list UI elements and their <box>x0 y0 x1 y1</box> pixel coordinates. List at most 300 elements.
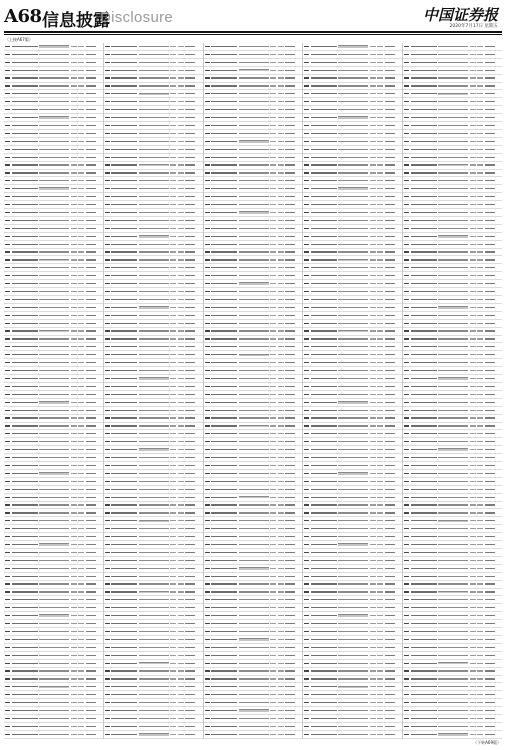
table-cell <box>404 354 409 355</box>
table-cell <box>411 188 437 189</box>
table-cell <box>278 583 284 584</box>
table-cell <box>86 449 96 450</box>
table-cell <box>477 251 483 252</box>
table-cell <box>78 639 84 640</box>
table-cell <box>178 236 184 237</box>
table-cell <box>211 568 237 569</box>
table-row <box>104 628 203 636</box>
table-cell <box>78 346 84 347</box>
table-cell <box>170 639 176 640</box>
table-cell <box>370 639 376 640</box>
table-cell <box>338 133 368 134</box>
table-cell <box>86 267 96 268</box>
table-cell <box>470 212 476 213</box>
table-row <box>403 304 502 312</box>
table-cell <box>338 251 368 252</box>
table-cell <box>338 512 368 513</box>
table-cell <box>438 655 468 656</box>
table-cell <box>178 141 184 142</box>
table-cell <box>239 457 269 458</box>
table-cell <box>477 425 483 426</box>
table-cell <box>404 473 409 474</box>
table-cell <box>139 267 169 268</box>
table-cell <box>170 93 176 94</box>
table-cell <box>477 552 483 553</box>
table-row <box>403 486 502 494</box>
table-cell <box>278 710 284 711</box>
table-cell <box>71 425 77 426</box>
table-cell <box>39 401 69 404</box>
table-cell <box>211 425 237 426</box>
table-cell <box>304 133 309 134</box>
table-cell <box>239 441 269 442</box>
table-cell <box>485 275 495 276</box>
table-row <box>303 407 402 415</box>
table-cell <box>411 568 437 569</box>
table-cell <box>12 101 38 102</box>
table-row <box>4 549 103 557</box>
table-row <box>204 549 303 557</box>
table-cell <box>39 354 69 355</box>
table-cell <box>477 410 483 411</box>
table-cell <box>111 180 137 181</box>
table-cell <box>139 662 169 665</box>
table-cell <box>39 425 69 426</box>
table-cell <box>39 702 69 703</box>
table-cell <box>470 346 476 347</box>
table-cell <box>139 172 169 173</box>
table-cell <box>211 109 237 110</box>
table-cell <box>377 710 383 711</box>
table-cell <box>304 433 309 434</box>
table-cell <box>278 267 284 268</box>
table-cell <box>86 70 96 71</box>
table-cell <box>185 157 195 158</box>
table-cell <box>205 568 210 569</box>
table-cell <box>71 117 77 118</box>
table-cell <box>404 489 409 490</box>
table-cell <box>239 54 269 55</box>
table-cell <box>71 528 77 529</box>
table-cell <box>338 614 368 617</box>
table-cell <box>470 465 476 466</box>
table-cell <box>178 307 184 308</box>
table-cell <box>178 259 184 260</box>
table-cell <box>485 125 495 126</box>
table-cell <box>5 607 10 608</box>
table-cell <box>377 323 383 324</box>
table-cell <box>385 180 395 181</box>
table-cell <box>239 591 269 592</box>
table-cell <box>12 520 38 521</box>
table-row <box>4 162 103 170</box>
table-cell <box>211 726 237 727</box>
table-cell <box>485 528 495 529</box>
table-cell <box>185 93 195 94</box>
table-cell <box>270 362 276 363</box>
table-cell <box>105 631 110 632</box>
table-cell <box>338 93 368 94</box>
table-cell <box>370 220 376 221</box>
table-cell <box>370 362 376 363</box>
table-cell <box>239 504 269 505</box>
table-cell <box>377 481 383 482</box>
table-cell <box>278 196 284 197</box>
table-cell <box>485 726 495 727</box>
table-cell <box>278 552 284 553</box>
table-rows <box>403 43 502 739</box>
table-cell <box>370 62 376 63</box>
table-cell <box>285 109 295 110</box>
table-cell <box>385 370 395 371</box>
table-row <box>204 415 303 423</box>
table-cell <box>211 346 237 347</box>
table-cell <box>71 394 77 395</box>
table-cell <box>105 330 110 331</box>
table-cell <box>377 236 383 237</box>
table-cell <box>338 299 368 300</box>
table-cell <box>5 70 10 71</box>
table-cell <box>285 726 295 727</box>
table-cell <box>139 117 169 118</box>
table-cell <box>178 267 184 268</box>
table-cell <box>438 244 468 245</box>
table-cell <box>239 734 269 735</box>
table-cell <box>311 259 337 260</box>
table-cell <box>404 710 409 711</box>
table-cell <box>338 631 368 632</box>
table-cell <box>278 338 284 339</box>
table-cell <box>411 149 437 150</box>
table-row <box>303 193 402 201</box>
table-cell <box>311 568 337 569</box>
table-cell <box>111 323 137 324</box>
table-cell <box>377 346 383 347</box>
table-cell <box>477 70 483 71</box>
table-cell <box>178 354 184 355</box>
table-cell <box>377 204 383 205</box>
table-cell <box>170 330 176 331</box>
table-cell <box>377 607 383 608</box>
table-row <box>303 399 402 407</box>
table-cell <box>411 362 437 363</box>
table-cell <box>377 528 383 529</box>
table-cell <box>270 473 276 474</box>
table-cell <box>485 417 495 418</box>
table-cell <box>86 370 96 371</box>
table-cell <box>39 275 69 276</box>
table-cell <box>205 710 210 711</box>
table-cell <box>470 204 476 205</box>
table-cell <box>438 377 468 380</box>
table-cell <box>178 109 184 110</box>
table-cell <box>185 441 195 442</box>
table-cell <box>239 425 269 428</box>
table-cell <box>178 228 184 229</box>
table-cell <box>185 536 195 537</box>
table-cell <box>139 235 169 238</box>
table-cell <box>411 77 437 78</box>
table-cell <box>185 710 195 711</box>
table-cell <box>5 299 10 300</box>
table-cell <box>78 568 84 569</box>
table-row <box>4 399 103 407</box>
table-row <box>104 146 203 154</box>
table-cell <box>178 172 184 173</box>
table-cell <box>411 204 437 205</box>
table-cell <box>78 536 84 537</box>
table-cell <box>39 101 69 102</box>
table-cell <box>185 489 195 490</box>
table-cell <box>39 244 69 245</box>
table-cell <box>404 583 409 584</box>
table-cell <box>12 157 38 158</box>
table-cell <box>438 164 468 167</box>
table-cell <box>205 528 210 529</box>
table-cell <box>477 678 483 679</box>
table-cell <box>338 338 368 339</box>
table-cell <box>139 109 169 110</box>
table-cell <box>170 734 176 735</box>
table-row <box>104 114 203 122</box>
table-cell <box>377 686 383 687</box>
table-cell <box>411 172 437 173</box>
table-cell <box>5 354 10 355</box>
table-cell <box>278 291 284 292</box>
table-cell <box>5 694 10 695</box>
table-cell <box>485 520 495 521</box>
table-cell <box>411 631 437 632</box>
table-row <box>104 225 203 233</box>
table-cell <box>304 417 309 418</box>
table-cell <box>278 299 284 300</box>
table-cell <box>170 394 176 395</box>
table-row <box>303 343 402 351</box>
table-cell <box>86 244 96 245</box>
table-cell <box>211 520 237 521</box>
table-cell <box>285 149 295 150</box>
table-cell <box>185 267 195 268</box>
table-cell <box>139 686 169 687</box>
table-cell <box>477 576 483 577</box>
table-cell <box>270 330 276 331</box>
table-cell <box>278 631 284 632</box>
table-cell <box>285 164 295 165</box>
table-cell <box>477 228 483 229</box>
table-cell <box>470 647 476 648</box>
table-cell <box>411 560 437 561</box>
table-cell <box>477 188 483 189</box>
table-cell <box>239 77 269 78</box>
table-cell <box>485 694 495 695</box>
table-cell <box>12 133 38 134</box>
table-cell <box>71 410 77 411</box>
table-cell <box>111 489 137 490</box>
table-row <box>4 723 103 731</box>
table-cell <box>5 275 10 276</box>
table-cell <box>370 354 376 355</box>
table-cell <box>205 338 210 339</box>
table-cell <box>170 607 176 608</box>
table-cell <box>385 457 395 458</box>
table-cell <box>270 157 276 158</box>
table-cell <box>304 663 309 664</box>
table-cell <box>178 251 184 252</box>
table-cell <box>285 299 295 300</box>
table-cell <box>370 101 376 102</box>
table-cell <box>211 623 237 624</box>
table-cell <box>385 718 395 719</box>
table-row <box>104 264 203 272</box>
table-cell <box>311 394 337 395</box>
table-cell <box>370 323 376 324</box>
table-row <box>104 288 203 296</box>
table-row <box>204 565 303 573</box>
table-cell <box>71 639 77 640</box>
table-cell <box>338 77 368 78</box>
table-cell <box>304 228 309 229</box>
table-cell <box>338 307 368 308</box>
table-cell <box>311 528 337 529</box>
table-cell <box>385 615 395 616</box>
table-cell <box>470 307 476 308</box>
table-cell <box>211 433 237 434</box>
table-cell <box>377 497 383 498</box>
table-cell <box>71 591 77 592</box>
table-cell <box>270 117 276 118</box>
table-cell <box>105 449 110 450</box>
table-cell <box>111 686 137 687</box>
table-cell <box>211 101 237 102</box>
table-cell <box>477 591 483 592</box>
table-cell <box>470 544 476 545</box>
table-row <box>4 391 103 399</box>
table-cell <box>178 196 184 197</box>
table-cell <box>139 520 169 523</box>
table-cell <box>12 615 38 616</box>
table-cell <box>385 599 395 600</box>
table-cell <box>78 164 84 165</box>
table-cell <box>470 504 476 505</box>
table-row <box>104 272 203 280</box>
table-cell <box>411 425 437 426</box>
table-cell <box>12 639 38 640</box>
table-cell <box>278 528 284 529</box>
table-cell <box>139 497 169 498</box>
table-cell <box>304 46 309 47</box>
table-cell <box>239 101 269 102</box>
table-cell <box>470 520 476 521</box>
table-cell <box>211 267 237 268</box>
table-cell <box>438 196 468 197</box>
table-cell <box>5 576 10 577</box>
table-cell <box>404 457 409 458</box>
table-cell <box>477 449 483 450</box>
table-cell <box>404 425 409 426</box>
table-cell <box>178 670 184 671</box>
table-row <box>4 67 103 75</box>
table-cell <box>178 402 184 403</box>
table-cell <box>105 338 110 339</box>
table-row <box>204 177 303 185</box>
table-cell <box>139 244 169 245</box>
table-cell <box>12 710 38 711</box>
table-cell <box>477 244 483 245</box>
table-cell <box>170 583 176 584</box>
table-cell <box>411 228 437 229</box>
table-cell <box>105 362 110 363</box>
table-cell <box>370 267 376 268</box>
table-cell <box>370 172 376 173</box>
table-cell <box>211 512 237 513</box>
table-cell <box>278 734 284 735</box>
table-cell <box>111 362 137 363</box>
table-cell <box>78 378 84 379</box>
table-cell <box>170 315 176 316</box>
table-cell <box>404 520 409 521</box>
table-cell <box>385 77 395 78</box>
table-cell <box>285 528 295 529</box>
table-cell <box>377 473 383 474</box>
table-cell <box>438 702 468 703</box>
table-cell <box>12 568 38 569</box>
table-cell <box>485 46 495 47</box>
table-cell <box>78 291 84 292</box>
table-row <box>403 707 502 715</box>
table-cell <box>78 109 84 110</box>
table-cell <box>304 386 309 387</box>
table-cell <box>270 77 276 78</box>
table-cell <box>78 267 84 268</box>
table-cell <box>470 663 476 664</box>
table-cell <box>239 117 269 118</box>
table-cell <box>111 117 137 118</box>
table-cell <box>139 85 169 86</box>
table-cell <box>411 670 437 671</box>
table-cell <box>86 164 96 165</box>
table-cell <box>385 70 395 71</box>
table-cell <box>477 220 483 221</box>
table-cell <box>285 457 295 458</box>
table-row <box>303 446 402 454</box>
table-cell <box>438 639 468 640</box>
table-cell <box>5 702 10 703</box>
table-cell <box>78 710 84 711</box>
table-cell <box>86 702 96 703</box>
table-cell <box>185 615 195 616</box>
table-cell <box>404 77 409 78</box>
table-cell <box>438 157 468 158</box>
table-cell <box>78 117 84 118</box>
table-cell <box>12 378 38 379</box>
table-row <box>303 106 402 114</box>
table-row <box>104 573 203 581</box>
table-cell <box>170 244 176 245</box>
table-cell <box>311 631 337 632</box>
table-cell <box>404 212 409 213</box>
table-cell <box>477 323 483 324</box>
table-cell <box>105 54 110 55</box>
table-cell <box>404 157 409 158</box>
table-cell <box>411 734 437 735</box>
table-cell <box>485 623 495 624</box>
table-cell <box>78 489 84 490</box>
table-cell <box>139 315 169 316</box>
table-cell <box>278 568 284 569</box>
table-cell <box>485 663 495 664</box>
table-cell <box>470 536 476 537</box>
table-cell <box>304 718 309 719</box>
